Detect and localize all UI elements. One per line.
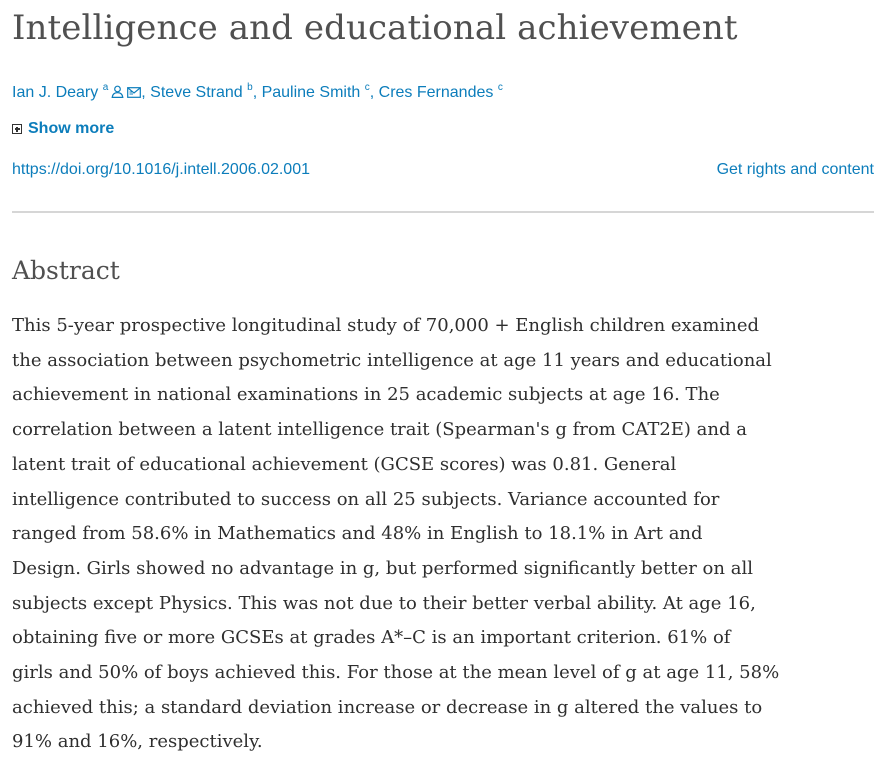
abstract-line: intelligence contributed to success on all 25 subjects. Variance accounted for xyxy=(12,488,720,510)
author-separator: , xyxy=(252,84,262,101)
show-more-button[interactable] xyxy=(12,120,114,138)
author-list xyxy=(12,84,503,103)
abstract-line: Design. Girls showed no advantage in g, but performed significantly better on all xyxy=(12,557,753,579)
affiliation-marker: a xyxy=(102,82,109,93)
abstract-line: latent trait of educational achievement (GCSE scores) was 0.81. General xyxy=(12,453,677,475)
affiliation-marker: c xyxy=(497,82,503,93)
abstract-line: obtaining five or more GCSEs at grades A*–C is an important criterion. 61% of xyxy=(12,627,731,649)
abstract-line: ranged from 58.6% in Mathematics and 48% in English to 18.1% in Art and xyxy=(12,523,703,545)
abstract-line: girls and 50% of boys achieved this. For those at the mean level of g at age 11, 58% xyxy=(12,662,780,684)
author-link-deary[interactable]: Ian J. Deary $^a$ xyxy=(12,82,109,101)
abstract-body xyxy=(12,309,874,760)
author-separator: , xyxy=(141,84,151,101)
author-separator: , xyxy=(369,84,379,101)
show-more-label: Show more xyxy=(28,120,115,137)
author-link-fernandes[interactable]: Cres Fernandes $^c$ xyxy=(378,82,503,101)
envelope-icon[interactable] xyxy=(127,85,141,103)
author-link-smith[interactable]: Pauline Smith $^c$ xyxy=(261,82,370,101)
affiliation-marker: b xyxy=(247,82,253,93)
section-divider xyxy=(12,211,874,213)
abstract-line: subjects except Physics. This was not due to their better verbal ability. At age 16, xyxy=(12,592,756,614)
rights-link[interactable]: Get rights and content xyxy=(716,161,874,178)
abstract-heading: Abstract xyxy=(12,256,120,285)
article-title: Intelligence and educational achievement xyxy=(12,8,738,48)
person-icon[interactable] xyxy=(111,85,124,103)
abstract-line: This 5-year prospective longitudinal study of 70,000 + English children examined xyxy=(12,315,760,336)
abstract-line: correlation between a latent intelligence trait (Spearman's g from CAT2E) and a xyxy=(12,419,747,441)
abstract-line: achievement in national examinations in 25 academic subjects at age 16. The xyxy=(12,384,720,406)
plus-box-icon xyxy=(12,124,22,134)
doi-link[interactable]: https://doi.org/10.1016/j.intell.2006.02.001 xyxy=(12,161,310,178)
affiliation-marker: c xyxy=(364,82,370,93)
abstract-line: 91% and 16%, respectively. xyxy=(12,731,263,753)
abstract-line: the association between psychometric intelligence at age 11 years and educational xyxy=(12,349,772,371)
abstract-line: achieved this; a standard deviation increase or decrease in g altered the values to xyxy=(12,696,763,718)
author-link-strand[interactable]: Steve Strand $^b$ xyxy=(150,82,253,101)
